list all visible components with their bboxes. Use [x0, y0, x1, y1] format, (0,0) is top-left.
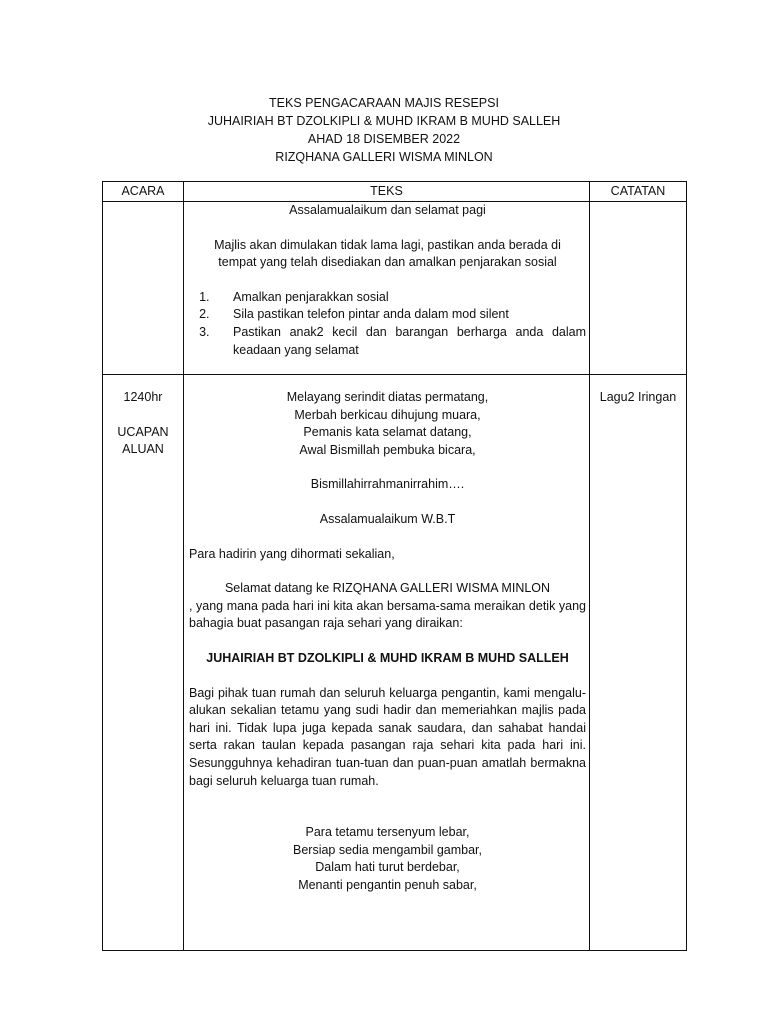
pantun-line: Bersiap sedia mengambil gambar, — [293, 842, 482, 857]
pantun-line: Para tetamu tersenyum lebar, — [305, 825, 470, 840]
event-name-line1: UCAPAN — [117, 424, 169, 439]
salam-text: Assalamualaikum W.B.T — [319, 511, 456, 526]
pantun-line: Dalam hati turut berdebar, — [315, 860, 460, 875]
column-header-acara: ACARA — [103, 182, 184, 202]
welcome-continuation: , yang mana pada hari ini kita akan bersama-sama meraikan detik yang bahagia buat pasangan raja sehari yang diraikan: — [189, 598, 586, 631]
event-venue: RIZQHANA GALLERI WISMA MINLON — [275, 150, 493, 164]
pantun-line: Pemanis kata selamat datang, — [303, 425, 472, 440]
table-row — [103, 202, 687, 375]
list-item: 2. Sila pastikan telefon pintar anda dalam mod silent — [213, 306, 586, 324]
acara-cell — [103, 375, 184, 951]
greeting-text: Assalamualaikum dan selamat pagi — [289, 203, 486, 217]
bismillah-text: Bismillahirrahmanirrahim…. — [310, 477, 465, 492]
couple-names-heading: JUHAIRIAH BT DZOLKIPLI & MUHD IKRAM B MUHD SALLEH — [207, 114, 561, 128]
pantun-line: Merbah berkicau dihujung muara, — [294, 407, 481, 422]
hadirin-text: Para hadirin yang dihormati sekalian, — [189, 546, 395, 561]
welcome-text: Selamat datang ke RIZQHANA GALLERI WISMA MINLON — [224, 581, 551, 596]
document-title: TEKS PENGACARAAN MAJIS RESEPSI — [269, 96, 499, 110]
event-date: AHAD 18 DISEMBER 2022 — [307, 132, 461, 146]
catatan-cell — [590, 202, 687, 375]
document-header — [0, 94, 768, 166]
column-header-teks: TEKS — [184, 182, 590, 202]
pantun-line: Awal Bismillah pembuka bicara, — [299, 442, 476, 457]
column-header-catatan: CATATAN — [590, 182, 687, 202]
catatan-note: Lagu2 Iringan — [599, 390, 677, 404]
event-name-line2: ALUAN — [122, 442, 164, 457]
list-item: 3. Pastikan anak2 kecil dan barangan berharga anda dalam keadaan yang selamat — [213, 324, 586, 359]
teks-cell — [184, 375, 590, 951]
pantun-line: Melayang serindit diatas permatang, — [286, 390, 489, 404]
catatan-cell — [590, 375, 687, 951]
table-header-row — [103, 182, 687, 202]
script-table — [102, 181, 687, 951]
list-item: 1. Amalkan penjarakkan sosial — [213, 289, 586, 307]
acara-cell — [103, 202, 184, 375]
table-row — [103, 375, 687, 951]
welcome-paragraph: Bagi pihak tuan rumah dan seluruh keluarga pengantin, kami mengalu-alukan sekalian tetamu yang sudi hadir dan memeriahkan majlis pada hari ini. Tidak lupa juga kepada sanak saudara, dan sahabat handai serta rakan taulan kepada pasangan raja sehari kita pada hari ini. Sesungguhnya kehadiran tuan-tuan dan puan-puan amatlah bermakna bagi seluruh keluarga tuan rumah. — [189, 685, 586, 788]
event-time: 1240hr — [123, 390, 163, 404]
notice-text: Majlis akan dimulakan tidak lama lagi, pastikan anda berada di tempat yang telah disediakan dan amalkan penjarakan sosial — [214, 237, 561, 270]
teks-cell — [184, 202, 590, 375]
couple-names-text: JUHAIRIAH BT DZOLKIPLI & MUHD IKRAM B MUHD SALLEH — [206, 650, 569, 665]
pantun-line: Menanti pengantin penuh sabar, — [298, 877, 477, 892]
reminder-list — [189, 289, 586, 359]
